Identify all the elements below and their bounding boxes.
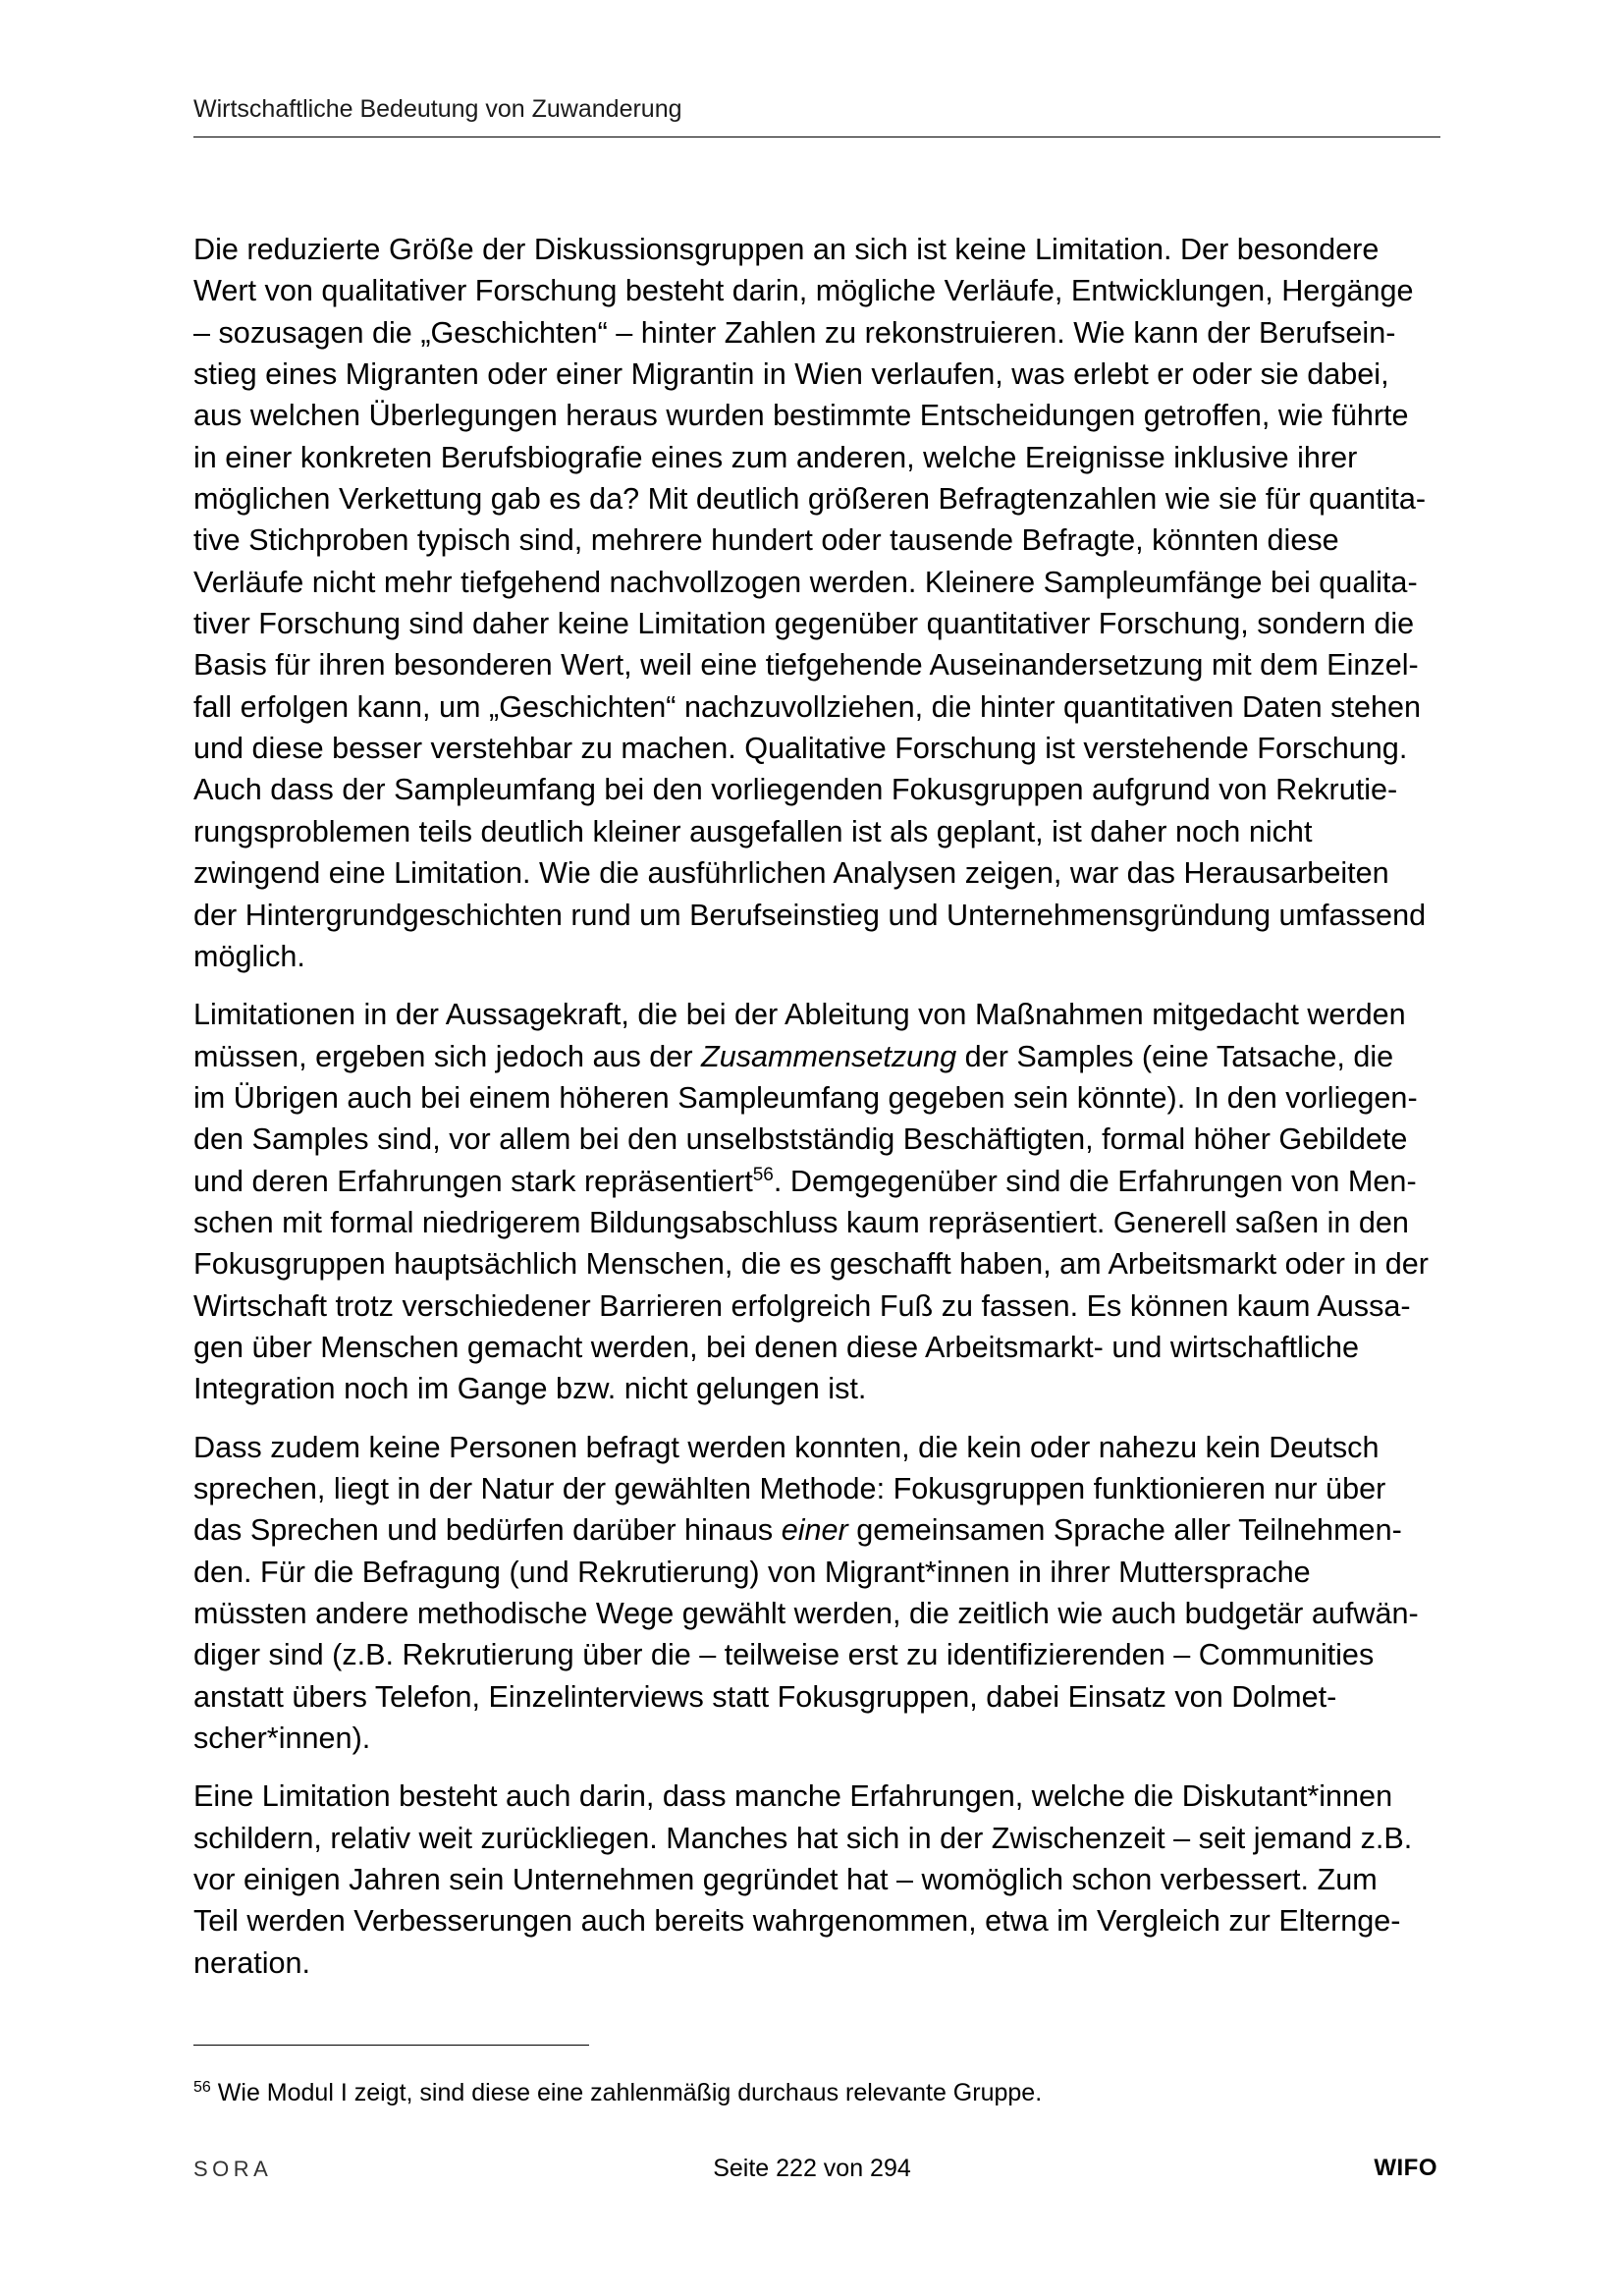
text-line: fall erfolgen kann, um „Geschichten“ nachzuvollziehen, die hinter quantitativen Daten stehen xyxy=(193,689,1421,724)
text-line: aus welchen Überlegungen heraus wurden bestimmte Entscheidungen getroffen, wie führte xyxy=(193,399,1409,433)
text-line: Teil werden Verbesserungen auch bereits wahrgenommen, etwa im Vergleich zur Elternge- xyxy=(193,1904,1401,1939)
text-line: – sozusagen die „Geschichten“ – hinter Zahlen zu rekonstruieren. Wie kann der Berufsein- xyxy=(193,315,1396,350)
text-line: Wert von qualitativer Forschung besteht darin, mögliche Verläufe, Entwicklungen, Hergänge xyxy=(193,274,1414,308)
footnote-separator xyxy=(193,2045,589,2046)
paragraph-3 xyxy=(193,1427,1440,1760)
text-line: Verläufe nicht mehr tiefgehend nachvollzogen werden. Kleinere Sampleumfänge bei qualita- xyxy=(193,565,1418,599)
text-line: Eine Limitation besteht auch darin, dass manche Erfahrungen, welche die Diskutant*innen xyxy=(193,1779,1393,1814)
text-line: zwingend eine Limitation. Wie die ausführlichen Analysen zeigen, war das Herausarbeiten xyxy=(193,856,1389,891)
text-line: neration. xyxy=(193,1945,311,1980)
text-line: anstatt übers Telefon, Einzelinterviews statt Fokusgruppen, dabei Einsatz von Dolmet- xyxy=(193,1679,1337,1714)
emphasis: Zusammensetzung xyxy=(701,1039,957,1073)
text-line: den. Für die Befragung (und Rekrutierung) von Migrant*innen in ihrer Muttersprache xyxy=(193,1555,1311,1589)
text-line: Integration noch im Gange bzw. nicht gelungen ist. xyxy=(193,1372,867,1406)
text-line: diger sind (z.B. Rekrutierung über die – teilweise erst zu identifizierenden – Communities xyxy=(193,1638,1375,1672)
text-segment: müssen, ergeben sich jedoch aus der xyxy=(193,1039,702,1073)
text-line: tive Stichproben typisch sind, mehrere hundert oder tausende Befragte, könnten diese xyxy=(193,523,1339,558)
paragraph-4 xyxy=(193,1776,1440,1984)
text-line: stieg eines Migranten oder einer Migrantin in Wien verlaufen, was erlebt er oder sie dabei, xyxy=(193,357,1389,392)
text-line: in einer konkreten Berufsbiografie eines zum anderen, welche Ereignisse inklusive ihrer xyxy=(193,440,1358,474)
text-line xyxy=(193,1509,1440,1551)
text-segment: das Sprechen und bedürfen darüber hinaus xyxy=(193,1513,782,1548)
paragraph-2 xyxy=(193,994,1440,1409)
text-line: möglich. xyxy=(193,939,305,973)
text-line: Fokusgruppen hauptsächlich Menschen, die es geschafft haben, am Arbeitsmarkt oder in der xyxy=(193,1247,1429,1282)
text-line xyxy=(193,1036,1440,1077)
body-text xyxy=(193,229,1440,2000)
text-line: sprechen, liegt in der Natur der gewählten Methode: Fokusgruppen funktionieren nur über xyxy=(193,1471,1386,1505)
wifo-logo: WIFO xyxy=(1374,2155,1437,2181)
text-line: schildern, relativ weit zurückliegen. Manches hat sich in der Zwischenzeit – seit jemand z.B. xyxy=(193,1821,1413,1855)
sora-logo: SORA xyxy=(193,2157,273,2181)
text-segment: und deren Erfahrungen stark repräsentiert xyxy=(193,1164,753,1198)
emphasis: einer xyxy=(781,1513,848,1548)
footnote xyxy=(193,2078,1042,2111)
text-line: Wirtschaft trotz verschiedener Barrieren erfolgreich Fuß zu fassen. Es können kaum Aussa- xyxy=(193,1288,1411,1323)
footnote-text: Wie Modul I zeigt, sind diese eine zahlenmäßig durchaus relevante Gruppe. xyxy=(217,2079,1043,2106)
text-line: gen über Menschen gemacht werden, bei denen diese Arbeitsmarkt- und wirtschaftliche xyxy=(193,1330,1360,1364)
text-line: und diese besser verstehbar zu machen. Qualitative Forschung ist verstehende Forschung. xyxy=(193,732,1408,766)
text-line: Limitationen in der Aussagekraft, die bei der Ableitung von Maßnahmen mitgedacht werden xyxy=(193,998,1406,1032)
text-line: rungsproblemen teils deutlich kleiner ausgefallen ist als geplant, ist daher noch nicht xyxy=(193,814,1313,848)
page-number: Seite 222 von 294 xyxy=(713,2155,911,2182)
text-line: Dass zudem keine Personen befragt werden konnten, die kein oder nahezu kein Deutsch xyxy=(193,1430,1380,1464)
text-line: möglichen Verkettung gab es da? Mit deutlich größeren Befragtenzahlen wie sie für quantita- xyxy=(193,482,1427,517)
text-line: schen mit formal niedrigerem Bildungsabschluss kaum repräsentiert. Generell saßen in den xyxy=(193,1205,1409,1239)
paragraph-1 xyxy=(193,229,1440,977)
footnote-marker: 56 xyxy=(193,2079,211,2096)
text-line: im Übrigen auch bei einem höheren Sampleumfang gegeben sein könnte). In den vorliegen- xyxy=(193,1080,1418,1115)
text-line xyxy=(193,1161,1440,1202)
footnote-reference: 56 xyxy=(752,1164,774,1185)
text-line: den Samples sind, vor allem bei den unselbstständig Beschäftigten, formal höher Gebildete xyxy=(193,1122,1408,1157)
text-segment: gemeinsamen Sprache aller Teilnehmen- xyxy=(847,1513,1402,1548)
text-line: tiver Forschung sind daher keine Limitation gegenüber quantitativer Forschung, sondern die xyxy=(193,607,1415,641)
text-line: der Hintergrundgeschichten rund um Berufseinstieg und Unternehmensgründung umfassend xyxy=(193,898,1427,932)
text-line: scher*innen). xyxy=(193,1722,371,1756)
text-line: müssten andere methodische Wege gewählt werden, die zeitlich wie auch budgetär aufwän- xyxy=(193,1597,1419,1630)
text-line: vor einigen Jahren sein Unternehmen gegründet hat – womöglich schon verbessert. Zum xyxy=(193,1863,1378,1897)
text-segment: der Samples (eine Tatsache, die xyxy=(956,1039,1394,1073)
running-header-title: Wirtschaftliche Bedeutung von Zuwanderung xyxy=(193,95,682,123)
text-line: Die reduzierte Größe der Diskussionsgruppen an sich ist keine Limitation. Der besondere xyxy=(193,233,1380,266)
text-line: Auch dass der Sampleumfang bei den vorliegenden Fokusgruppen aufgrund von Rekrutie- xyxy=(193,773,1398,807)
text-line: Basis für ihren besonderen Wert, weil eine tiefgehende Auseinandersetzung mit dem Einzel- xyxy=(193,648,1419,683)
text-segment: . Demgegenüber sind die Erfahrungen von Men- xyxy=(773,1164,1417,1198)
